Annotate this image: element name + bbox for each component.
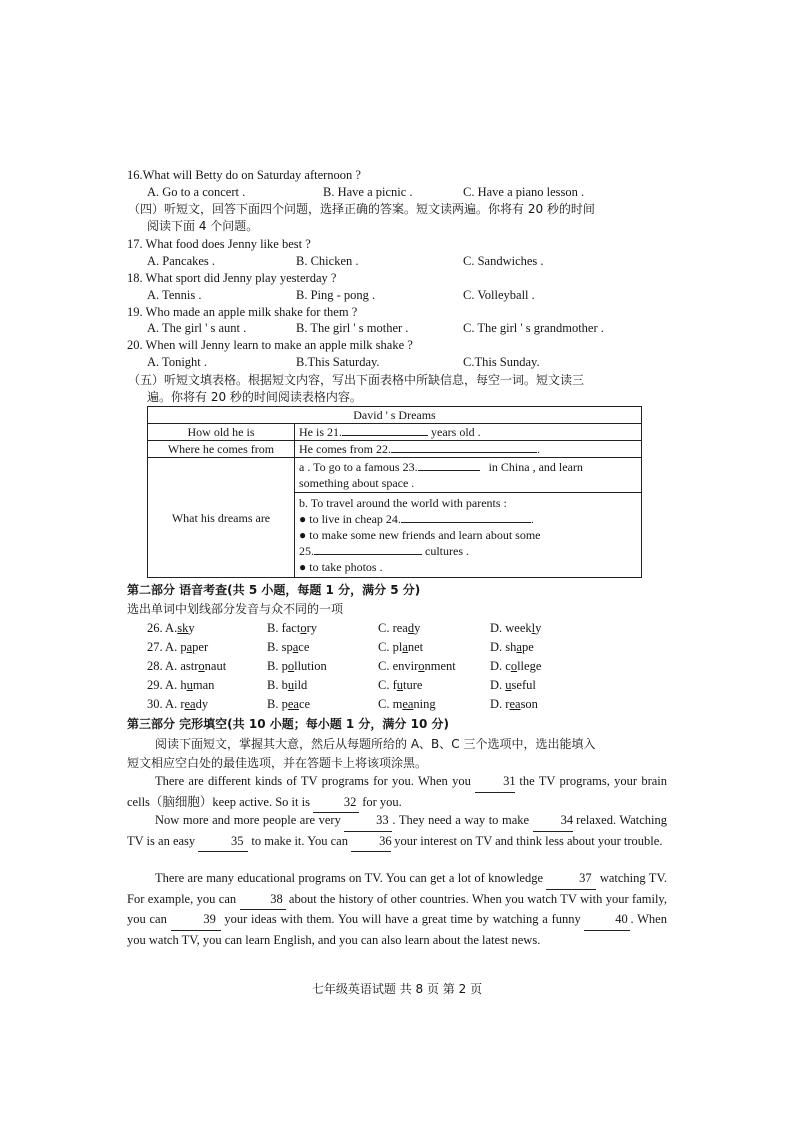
blank-38[interactable]: 38 <box>240 890 286 911</box>
table-label-dreams: What his dreams are <box>148 458 295 578</box>
phonetic-option-26-a <box>147 620 195 636</box>
age-prefix: He is 21. <box>299 425 342 439</box>
cloze-paragraph-1 <box>127 772 667 813</box>
blank-25[interactable] <box>314 554 422 555</box>
q20-option-b: B.This Saturday. <box>296 355 380 369</box>
word-part: per <box>192 640 209 654</box>
phonetic-option-26-d <box>490 620 541 636</box>
origin-prefix: He comes from 22. <box>299 442 391 456</box>
underlined-letters: u <box>186 678 193 692</box>
word-part: C. rea <box>378 621 408 635</box>
q16-option-b: B. Have a picnic . <box>323 185 413 199</box>
word-part: pe <box>521 640 534 654</box>
p3-text-4: your ideas with them. You will have a great time by watching a funny <box>220 912 585 927</box>
word-part: D. c <box>490 659 511 673</box>
underlined-letters: u <box>396 678 403 692</box>
cloze-paragraph-2 <box>127 811 667 852</box>
underlined-letters: u <box>287 678 295 692</box>
underlined-letters: o <box>198 659 205 673</box>
word-part: llege <box>517 659 542 673</box>
q16-option-c: C. Have a piano lesson . <box>463 185 585 199</box>
word-part: y <box>535 621 542 635</box>
q18-option-c: C. Volleyball . <box>463 288 535 302</box>
word-part: B. sp <box>267 640 293 654</box>
word-part: 26. A. <box>147 621 178 635</box>
dream-b-line2: ● to live in cheap 24. <box>299 512 401 526</box>
blank-40[interactable]: 40 <box>584 910 630 931</box>
cloze-paragraph-3 <box>127 869 667 950</box>
phonetic-option-27-c <box>378 639 423 655</box>
underlined-letters: a <box>186 640 193 654</box>
part-3-title: 第三部分 完形填空(共 10 小题；每小题 1 分，满分 10 分) <box>127 717 449 731</box>
word-part: D. <box>490 678 506 692</box>
p3-text-3: about the history of other countries. When you watch TV with your family, you can <box>127 891 667 927</box>
section-4-instruction-line2: 阅读下面 4 个问题。 <box>147 219 259 233</box>
word-part: C. f <box>378 678 397 692</box>
phonetic-option-30-c <box>378 696 436 712</box>
origin-suffix: . <box>536 442 540 456</box>
blank-37[interactable]: 37 <box>546 869 596 890</box>
dream-a-suffix: in China , and learn <box>488 460 583 474</box>
dream-b-line1: b. To travel around the world with parents : <box>299 496 507 510</box>
word-part: llution <box>294 659 327 673</box>
phonetic-option-26-c <box>378 620 420 636</box>
p1-text-1: There are different kinds of TV programs for you. When you <box>155 774 476 788</box>
blank-34[interactable]: 34 <box>533 811 573 832</box>
phonetic-option-29-d <box>490 677 536 693</box>
word-part: D. r <box>490 697 510 711</box>
word-part: C. pl <box>378 640 403 654</box>
q18-option-a: A. Tennis . <box>147 288 202 302</box>
word-part: 30. A. r <box>147 697 185 711</box>
word-part: 27. A. p <box>147 640 187 654</box>
phonetic-option-30-a <box>147 696 208 712</box>
word-part: man <box>192 678 215 692</box>
page-footer: 七年级英语试题 共 8 页 第 2 页 <box>311 982 483 996</box>
underlined-letters: l <box>531 621 536 635</box>
part-3-instruction-line2: 短文相应空白处的最佳选项，并在答题卡上将该项涂黑。 <box>127 756 428 770</box>
word-part: r <box>306 621 311 635</box>
dream-a-line2: something about space . <box>299 476 415 490</box>
phonetic-option-29-b <box>267 677 307 693</box>
p3-text-1: There are many educational programs on TV. You can get a lot of knowledge <box>155 871 547 885</box>
p2-text-2: . They need a way to make <box>392 813 533 827</box>
phonetic-option-28-b <box>267 658 327 674</box>
phonetic-option-29-a <box>147 677 214 693</box>
underlined-letters: ea <box>184 697 196 711</box>
table-cell-dream-b: b. To travel around the world with parents : ● to live in cheap 24. . ● to make some new friends and learn about some 25. cultures . ● to take photos . <box>295 493 642 578</box>
word-part: y <box>310 621 317 635</box>
table-title: David ' s Dreams <box>148 407 642 424</box>
p1-text-2: the TV programs, your brain cells（脑细胞）keep active. So it is <box>127 774 667 809</box>
word-part: C. envir <box>378 659 419 673</box>
q20-option-a: A. Tonight . <box>147 355 208 369</box>
p2-text-1: Now more and more people are very <box>155 813 345 827</box>
age-suffix: years old . <box>431 425 481 439</box>
blank-23[interactable] <box>418 470 480 471</box>
dream-b-line4-prefix: 25. <box>299 544 314 558</box>
word-part: 29. A. h <box>147 678 187 692</box>
question-16-stem: 16.What will Betty do on Saturday afternoon ? <box>127 168 361 182</box>
question-18-stem: 18. What sport did Jenny play yesterday ? <box>127 271 337 285</box>
q17-option-c: C. Sandwiches . <box>463 254 544 268</box>
word-part: dy <box>195 697 209 711</box>
part-2-title: 第二部分 语音考查(共 5 小题，每题 1 分，满分 5 分) <box>127 583 421 597</box>
blank-35[interactable]: 35 <box>198 832 248 853</box>
word-part: B. p <box>267 659 288 673</box>
p3-text-2: watching TV. For example, you can <box>127 871 667 906</box>
blank-31[interactable]: 31 <box>475 772 515 793</box>
word-part: B. fact <box>267 621 301 635</box>
blank-21[interactable] <box>342 435 428 436</box>
dream-b-line3: ● to make some new friends and learn about some <box>299 528 541 542</box>
p2-text-4: to make it. You can <box>248 833 352 848</box>
underlined-letters: o <box>418 659 425 673</box>
p1-text-3: for you. <box>359 794 402 809</box>
word-part: ce <box>298 697 311 711</box>
davids-dreams-table <box>147 406 642 578</box>
dream-b-line4-suffix: cultures . <box>425 544 469 558</box>
dream-b-line5: ● to take photos . <box>299 560 383 574</box>
underlined-letters: a <box>402 640 408 654</box>
word-part: ild <box>294 678 308 692</box>
table-cell-dream-a <box>295 458 642 493</box>
dream-a-prefix: a . To go to a famous 23. <box>299 460 418 474</box>
q16-option-a: A. Go to a concert . <box>147 185 246 199</box>
underlined-letters: o <box>300 621 307 635</box>
underlined-letters: o <box>510 659 518 673</box>
q18-option-b: B. Ping - pong . <box>296 288 376 302</box>
section-5-instruction-line1: （五）听短文填表格。根据短文内容，写出下面表格中所缺信息，每空一词。短文读三 <box>128 373 585 387</box>
underlined-letters: o <box>287 659 295 673</box>
q20-option-c: C.This Sunday. <box>463 355 540 369</box>
blank-32[interactable]: 32 <box>313 793 359 814</box>
underlined-letters: d <box>407 621 415 635</box>
q19-option-c: C. The girl ' s grandmother . <box>463 321 604 335</box>
word-part: C. m <box>378 697 403 711</box>
phonetic-option-29-c <box>378 677 422 693</box>
word-part: D. sh <box>490 640 517 654</box>
word-part: son <box>520 697 538 711</box>
table-label-origin: Where he comes from <box>148 441 295 458</box>
word-part: nment <box>424 659 456 673</box>
q17-option-a: A. Pancakes . <box>147 254 216 268</box>
table-label-age: How old he is <box>148 424 295 441</box>
question-20-stem: 20. When will Jenny learn to make an apple milk shake ? <box>127 338 413 352</box>
blank-22[interactable] <box>391 452 537 453</box>
phonetic-option-28-d <box>490 658 541 674</box>
word-part: 28. A. astr <box>147 659 199 673</box>
table-cell-age <box>295 424 642 441</box>
part-3-instruction-line1: 阅读下面短文，掌握其大意，然后从每题所给的 A、B、C 三个选项中，选出能填入 <box>155 737 596 751</box>
blank-24[interactable] <box>401 522 531 523</box>
underlined-letters: a <box>292 640 299 654</box>
phonetic-option-28-a <box>147 658 226 674</box>
phonetic-option-27-b <box>267 639 309 655</box>
word-part: ce <box>298 640 310 654</box>
section-4-instruction-line1: （四）听短文，回答下面四个问题，选择正确的答案。短文读两遍。你将有 20 秒的时间 <box>128 202 595 216</box>
word-part: B. p <box>267 697 288 711</box>
word-part: y <box>188 621 195 635</box>
phonetic-option-30-d <box>490 696 538 712</box>
word-part: ture <box>403 678 423 692</box>
word-part: B. b <box>267 678 288 692</box>
q19-option-b: B. The girl ' s mother . <box>296 321 409 335</box>
underlined-letters: sk <box>177 621 189 635</box>
table-cell-origin <box>295 441 642 458</box>
q19-option-a: A. The girl ' s aunt . <box>147 321 247 335</box>
phonetic-option-30-b <box>267 696 310 712</box>
question-19-stem: 19. Who made an apple milk shake for them ? <box>127 305 358 319</box>
word-part: seful <box>511 678 536 692</box>
phonetic-option-28-c <box>378 658 456 674</box>
underlined-letters: ea <box>402 697 414 711</box>
p2-text-5: your interest on TV and think less about your trouble. <box>391 833 663 848</box>
phonetic-option-27-a <box>147 639 208 655</box>
question-17-stem: 17. What food does Jenny like best ? <box>127 237 311 251</box>
word-part: ning <box>413 697 436 711</box>
section-5-instruction-line2: 遍。你将有 20 秒的时间阅读表格内容。 <box>147 390 362 404</box>
q17-option-b: B. Chicken . <box>296 254 359 268</box>
word-part: naut <box>204 659 227 673</box>
word-part: D. week <box>490 621 532 635</box>
phonetic-option-26-b <box>267 620 317 636</box>
part-2-instruction: 选出单词中划线部分发音与众不同的一项 <box>127 602 344 616</box>
underlined-letters: ea <box>509 697 521 711</box>
underlined-letters: a <box>516 640 522 654</box>
underlined-letters: ea <box>287 697 299 711</box>
phonetic-option-27-d <box>490 639 534 655</box>
word-part: y <box>414 621 421 635</box>
p3-text-5: . When you watch TV, you can learn English, and you can also learn about the latest news. <box>127 912 667 947</box>
word-part: net <box>407 640 424 654</box>
p2-text-3: relaxed. Watching TV is an easy <box>127 813 667 848</box>
blank-36[interactable]: 36 <box>351 832 391 853</box>
blank-33[interactable]: 33 <box>344 811 392 832</box>
blank-39[interactable]: 39 <box>171 910 221 931</box>
underlined-letters: u <box>505 678 512 692</box>
